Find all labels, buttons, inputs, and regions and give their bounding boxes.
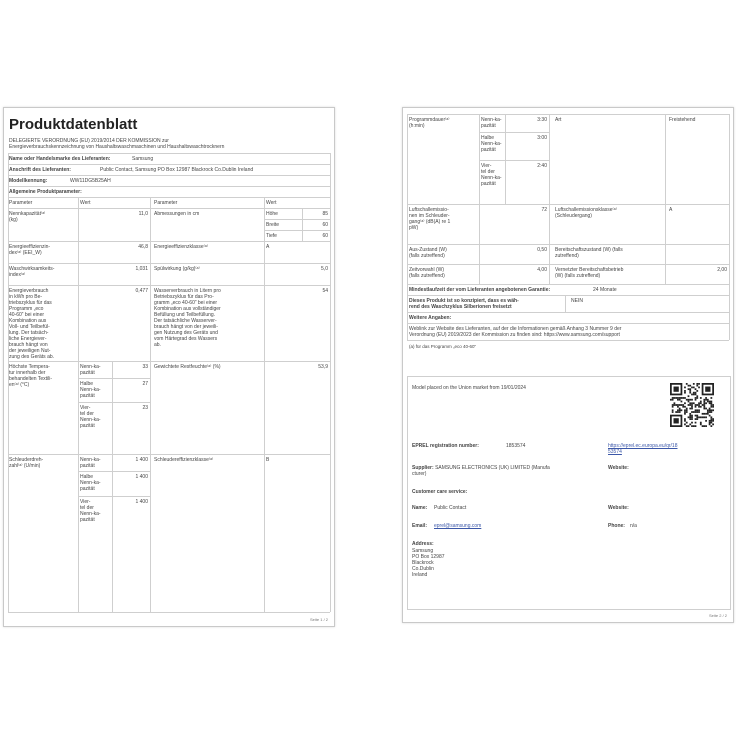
col-param-header-2: Parameter	[154, 200, 178, 206]
supplier-address-value: Public Contact, Samsung PO Box 12987 Blackrock Co.Dublin Ireland	[100, 167, 254, 173]
dim-width-value: 60	[322, 222, 328, 228]
contact-name-value: Public Contact	[434, 505, 467, 511]
dur-quarter-label: Vier- tel der Nenn-ka- pazität	[481, 163, 502, 187]
customer-care-label: Customer care service:	[412, 489, 468, 495]
spin-half-value: 1 400	[135, 474, 148, 480]
temp-half-value: 27	[142, 381, 148, 387]
datasheet-page-1	[3, 107, 335, 627]
page-number: Seite 2 / 2	[709, 613, 728, 618]
washing-eff-value: 1,031	[135, 266, 148, 272]
footnote: (a) für das Programm „eco 40-60“	[409, 344, 477, 349]
washing-eff-label: Waschwirksamkeits- index⁽ᵃ⁾	[9, 266, 55, 278]
regulation-text: DELEGIERTE VERORDNUNG (EU) 2019/2014 DER KOMMISSION zur Energieverbrauchskennzeichnung von Haushaltswaschmaschinen und Haushaltswaschtrocknern	[9, 138, 225, 150]
eprel-label: EPREL registration number:	[412, 443, 479, 449]
supplier-value: SAMSUNG ELECTRONICS (UK) LIMITED (Manufa cturer)	[412, 465, 550, 477]
col-param-header: Parameter	[9, 200, 33, 206]
address-value: Samsung PO Box 12987 Blackrock Co.Dublin Ireland	[412, 548, 445, 578]
capacity-label: Nennkapazität⁽ᵃ⁾ (kg)	[9, 211, 46, 223]
spin-half-label: Halbe Nenn-ka- pazität	[80, 474, 101, 492]
page-number: Seite 1 / 2	[310, 617, 329, 622]
silver-ions-label: Dieses Produkt ist so konzipiert, dass es wäh- rend des Waschzyklus Silberionen freisetzt	[409, 298, 519, 310]
energy-consumption-label: Energieverbrauch in kWh pro Be- triebszyklus für das Programm „eco 40-60“ bei einer Kombination aus Voll- und Teilbefül- lung. Der tatsäch- liche Energiever- brauch hängt von der jeweiligen Nut- zung des Geräts ab.	[9, 288, 55, 360]
rinsing-value: 5,0	[321, 266, 328, 272]
page-title: Produktdatenblatt	[9, 116, 138, 133]
dur-full-label: Nenn-ka- pazität	[481, 117, 502, 129]
silver-ions-value: NEIN	[571, 298, 583, 304]
email-link[interactable]: eprel@samsung.com	[434, 523, 482, 529]
temp-full-label: Nenn-ka- pazität	[80, 364, 101, 376]
col-value-header: Wert	[80, 200, 91, 206]
supplier-label: Supplier:	[412, 465, 434, 471]
energy-class-value: A	[266, 244, 270, 250]
phone-value: n/a	[630, 523, 637, 529]
noise-label: Luftschallemissio- nen im Schleuder- gang⁽ᵃ⁾ (dB(A) re 1 pW)	[409, 207, 451, 231]
website2-label: Website:	[608, 505, 629, 511]
networked-standby-label: Vernetzter Bereitschaftsbetrieb (W) (falls zutreffend)	[555, 267, 624, 279]
guarantee-label: Mindestlaufzeit der vom Lieferanten angebotenen Garantie:	[409, 287, 551, 293]
more-info-label: Weitere Angaben:	[409, 315, 452, 321]
dim-height-label: Höhe	[266, 211, 278, 217]
type-label: Art	[555, 117, 562, 123]
residual-moisture-label: Gewichtete Restfeuchte⁽ᵃ⁾ (%)	[154, 364, 221, 370]
supplier-name-value: Samsung	[132, 156, 154, 162]
standby-label: Bereitschaftszustand (W) (falls zutreffend)	[555, 247, 623, 259]
dur-half-label: Halbe Nenn-ka- pazität	[481, 135, 502, 153]
market-date-text: Model placed on the Union market from 19/01/2024	[412, 385, 526, 391]
model-value: WW11DG5B25AH	[70, 178, 111, 184]
networked-standby-value: 2,00	[717, 267, 727, 273]
duration-label: Programmdauer⁽ᵃ⁾ (h:min)	[409, 117, 450, 129]
spin-class-label: Schleudereffizienzklasse⁽ᵃ⁾	[154, 457, 214, 463]
water-consumption-value: 54	[322, 288, 328, 294]
max-temp-label: Höchste Tempera- tur innerhalb der behandelten Textili- en⁽ᵃ⁾ (°C)	[9, 364, 52, 388]
delay-start-value: 4,00	[537, 267, 547, 273]
rinsing-label: Spülwirkung (g/kg)⁽ᵃ⁾	[154, 266, 200, 272]
contact-name-label: Name:	[412, 505, 428, 511]
temp-half-label: Halbe Nenn-ka- pazität	[80, 381, 101, 399]
eprel-value: 1853574	[506, 443, 526, 449]
water-consumption-label: Wasserverbrauch in Litern pro Betriebszyklus für das Pro- gramm „eco 40-60“ bei einer Kombination aus vollständiger Befüllung und Teilbefüllung. Der tatsächliche Wasserver- brauch hängt von der jeweili- gen Nutzung des Geräts und vom Härtegrad des Wassers ab.	[154, 288, 221, 348]
phone-label: Phone:	[608, 523, 625, 529]
capacity-value: 11,0	[138, 211, 148, 217]
dim-width-label: Breite	[266, 222, 280, 228]
col-value-header-2: Wert	[266, 200, 277, 206]
supplier-address-label: Anschrift des Lieferanten:	[9, 167, 71, 173]
energy-class-label: Energieeffizienzklasse⁽ᵃ⁾	[154, 244, 208, 250]
residual-moisture-value: 53,9	[318, 364, 328, 370]
guarantee-value: 24 Monate	[593, 287, 617, 293]
spin-speed-label: Schleuderdreh- zahl⁽ᵃ⁾ (U/min)	[9, 457, 44, 469]
general-params-heading: Allgemeine Produktparameter:	[9, 189, 82, 195]
supplier-name-label: Name oder Handelsmarke des Lieferanten:	[9, 156, 111, 162]
dur-quarter-value: 2:40	[537, 163, 547, 169]
energy-consumption-value: 0,477	[135, 288, 148, 294]
eei-label: Energieeffizienzin- dex⁽ᵃ⁾ (EEI_W)	[9, 244, 51, 256]
dim-depth-label: Tiefe	[266, 233, 277, 239]
off-mode-value: 0,50	[537, 247, 547, 253]
spin-full-value: 1 400	[135, 457, 148, 463]
model-label: Modellkennung:	[9, 178, 48, 184]
noise-class-label: Luftschallemissionsklasse⁽ᵃ⁾ (Schleudergang)	[555, 207, 617, 219]
spin-full-label: Nenn-ka- pazität	[80, 457, 101, 469]
noise-class-value: A	[669, 207, 673, 213]
temp-full-value: 33	[142, 364, 148, 370]
dur-half-value: 3:00	[537, 135, 547, 141]
temp-quarter-label: Vier- tel der Nenn-ka- pazität	[80, 405, 101, 429]
email-label: Email:	[412, 523, 428, 529]
eprel-link[interactable]: https://eprel.ec.europa.eu/qr/18 53574	[608, 443, 678, 455]
off-mode-label: Aus-Zustand (W) (falls zutreffend)	[409, 247, 447, 259]
delay-start-label: Zeitvorwahl (W) (falls zutreffend)	[409, 267, 445, 279]
eei-value: 46,8	[138, 244, 148, 250]
dimensions-label: Abmessungen in cm	[154, 211, 200, 217]
dim-depth-value: 60	[322, 233, 328, 239]
dim-height-value: 85	[322, 211, 328, 217]
qr-code-icon	[670, 383, 714, 427]
website-label: Website:	[608, 465, 629, 471]
noise-value: 72	[541, 207, 547, 213]
spin-quarter-label: Vier- tel der Nenn-ka- pazität	[80, 499, 101, 523]
eprel-block	[407, 376, 731, 610]
type-value: Freistehend	[669, 117, 696, 123]
spin-class-value: B	[266, 457, 270, 463]
dur-full-value: 3:30	[537, 117, 547, 123]
temp-quarter-value: 23	[142, 405, 148, 411]
address-label: Address:	[412, 541, 434, 547]
spin-quarter-value: 1 400	[135, 499, 148, 505]
datasheet-page-2	[402, 107, 734, 623]
more-info-text: Weblink zur Website des Lieferanten, auf der die Informationen gemäß Anhang 3 Nummer 9 der Verordnung (EU) 2019/2023 der Kommission zu finden sind: https://www.samsung.com/support	[409, 326, 622, 338]
